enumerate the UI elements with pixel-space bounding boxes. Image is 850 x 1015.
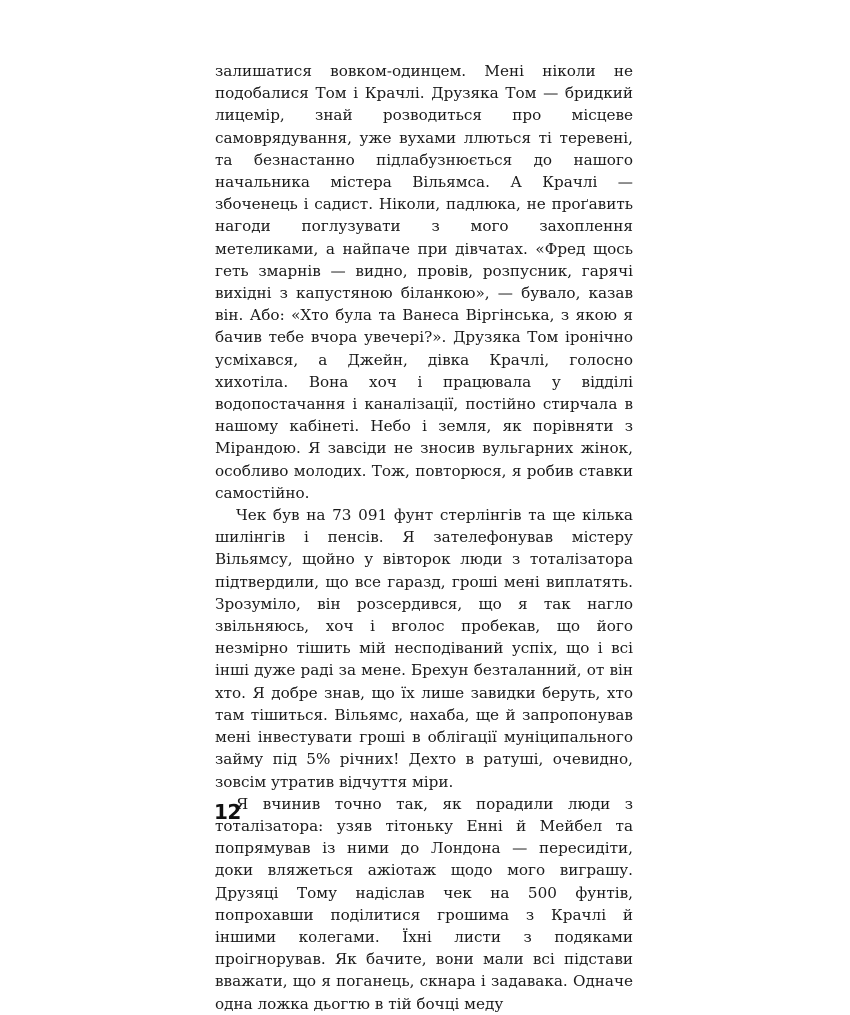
paragraph-1: залишатися вовком-одинцем. Мені ніколи не подобалися Том і Крачлі. Друзяка Том — бридкий лицемір, знай розводиться про місцеве самоврядування, уже вухами ллються ті теревені, та безнастанно підлабузнюється до нашого начальника містера Вільямса. А Крачлі — збоченець і садист. Ніколи, падлюка, не проґавить нагоди поглузувати з мого захоплення метеликами, а найпаче при дівчатах. «Фред щось геть змарнів — видно, провів, розпусник, гарячі вихідні з капустяною біланкою», — бувало, казав він. Або: «Хто була та Ванеса Віргінська, з якою я бачив тебе вчора увечері?». Друзяка Том іронічно усміхався, а Джейн, дівка Крачлі, голосно хихотіла. Вона хоч і працювала у відділі водопостачання і каналізації, постійно стирчала в нашому кабінеті. Небо і земля, як порівняти з Мірандою. Я завсіди не зносив вульгарних жінок, особливо молодих. Тож, повторюся, я робив ставки самостійно. xyxy=(215,62,633,502)
body-text xyxy=(215,60,633,1015)
paragraph-3: Я вчинив точно так, як порадили люди з тоталізатора: узяв тітоньку Енні й Мейбел та попрямував із ними до Лондона — пересидіти, доки вляжеться ажіотаж щодо мого виграшу. Друзяці Тому надіслав чек на 500 фунтів, попрохавши поділитися грошима з Крачлі й іншими колегами. Їхні листи з подяками проігнорував. Як бачите, вони мали всі підстави вважати, що я поганець, скнара і задавака. Одначе одна ложка дьогтю в тій бочці меду xyxy=(215,794,633,1013)
page-number: 12 xyxy=(214,800,241,824)
paragraph-2: Чек був на 73 091 фунт стерлінгів та ще кілька шилінгів і пенсів. Я зателефонував містеру Вільямсу, щойно у вівторок люди з тоталізатора підтвердили, що все гаразд, гроші мені виплатять. Зрозуміло, він розсердився, що я так нагло звільняюсь, хоч і вголос пробекав, що його незмірно тішить мій несподіваний успіх, що і всі інші дуже раді за мене. Брехун безталанний, от він хто. Я добре знав, що їх лише завидки беруть, хто там тішиться. Вільямс, нахаба, ще й запропонував мені інвестувати гроші в облігації муніципального займу під 5% річних! Дехто в ратуші, очевидно, зовсім утратив відчуття міри. xyxy=(215,506,633,791)
